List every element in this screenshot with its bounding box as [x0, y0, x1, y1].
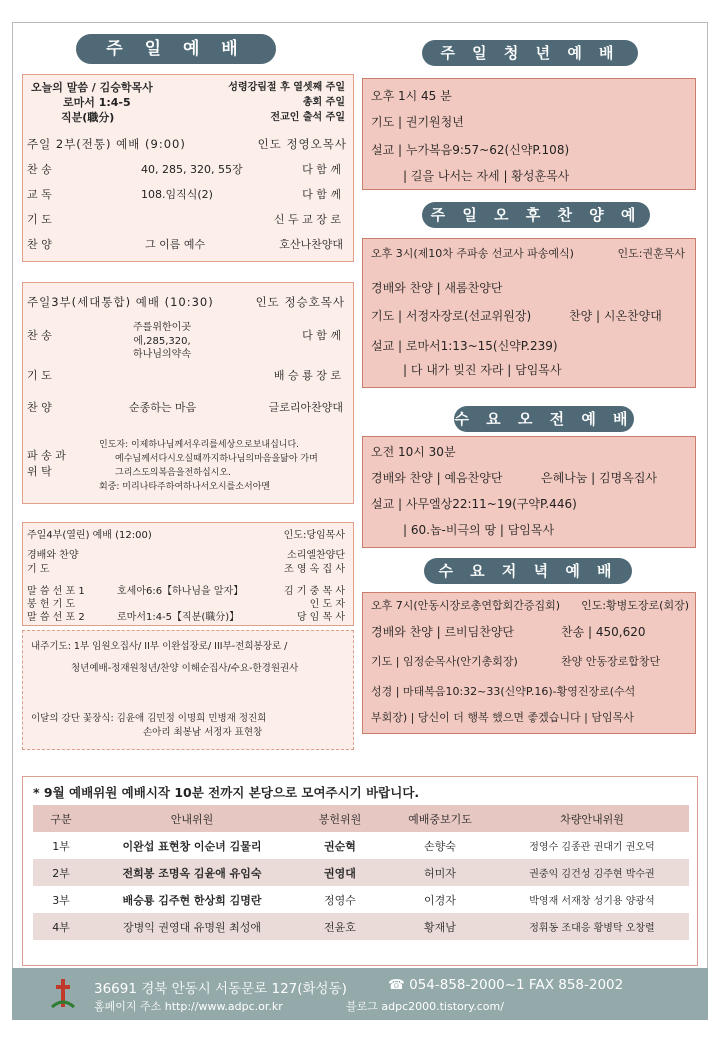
- sermon-line3: 직분(職分): [61, 111, 115, 124]
- table-row: [33, 913, 689, 940]
- wed-evening-box: [362, 592, 696, 734]
- volunteers-panel: [22, 776, 698, 966]
- flower-line: 손아리 최봉남 서정자 표현창: [143, 727, 263, 738]
- wed-evening-leader: 인도:황병도장로(회장): [581, 599, 689, 612]
- service4-leader: 인도:당임목사: [283, 530, 345, 541]
- service4-box: [22, 522, 354, 626]
- youth-sermon2: | 길을 나서는 자세 | 황성훈목사: [403, 169, 570, 183]
- afternoon-choir: 찬양 | 시온찬양대: [569, 309, 662, 323]
- service2-row-label: 찬 양: [27, 238, 52, 251]
- dispatch-label: 파 송 과: [27, 449, 66, 462]
- service2-row-label: 기 도: [27, 213, 52, 226]
- table-row: [33, 832, 689, 859]
- flower-line: 이달의 강단 꽃장식: 김윤애 김민정 이명희 민병재 정진희: [31, 713, 267, 724]
- footer: [12, 968, 708, 1020]
- table-header: 구분: [33, 805, 89, 832]
- table-cell: 박영재 서재창 성기용 양광석: [495, 886, 689, 913]
- sermon-right1: 성령강림절 후 열셋째 주일: [228, 82, 345, 93]
- service4-header: 주일4부(열린) 예배 (12:00): [27, 530, 152, 541]
- table-cell: 정영수: [295, 886, 385, 913]
- table-cell: 3부: [33, 886, 89, 913]
- service2-row-label: 찬 송: [27, 163, 52, 176]
- afternoon-time: 오후 3시(제10차 주파송 선교사 파송예식): [371, 247, 574, 260]
- service4-row-value: 로마서1:4-5【직분(職分)】: [117, 612, 240, 623]
- youth-worship-box: [362, 78, 696, 190]
- service4-row-value: 호세아6:6【하나님을 알자】: [117, 586, 244, 597]
- wed-evening-choir: 찬양 안동장로합창단: [561, 655, 661, 668]
- table-cell: 4부: [33, 913, 89, 940]
- church-logo-icon: [50, 977, 76, 1011]
- volunteers-heading: * 9월 예배위원 예배시작 10분 전까지 본당으로 모여주시기 바랍니다.: [33, 785, 420, 800]
- wed-morning-time: 오전 10시 30분: [371, 445, 456, 459]
- table-cell: 1부: [33, 832, 89, 859]
- wed-evening-title: 수 요 저 녁 예 배: [424, 558, 632, 584]
- table-cell: 2부: [33, 859, 89, 886]
- afternoon-leader: 인도:권훈목사: [617, 247, 685, 260]
- dispatch-label: 위 탁: [27, 465, 52, 478]
- service3-row-value: 순종하는 마음: [129, 401, 197, 414]
- service3-leader: 인도 정승호목사: [255, 295, 345, 309]
- table-cell: 허미자: [385, 859, 495, 886]
- afternoon-sermon2: | 다 내가 빚진 자라 | 담임목사: [403, 363, 562, 377]
- wed-evening-time: 오후 7시(안동시장로총연합회간증집회): [371, 599, 561, 612]
- service4-row-label: 말 씀 선 포 2: [27, 612, 85, 623]
- dispatch-line: 인도자: 이제하나님께서우리를세상으로보내십니다.: [99, 440, 300, 450]
- footer-homepage-link[interactable]: 홈페이지 주소 http://www.adpc.or.kr: [94, 1000, 283, 1013]
- service2-header: 주일 2부(전통) 예배 (9:00): [27, 137, 186, 151]
- table-cell: 이경자: [385, 886, 495, 913]
- wed-evening-sermon2: 부회장) | 당신이 더 행복 했으면 좋겠습니다 | 담임목사: [371, 711, 634, 724]
- service2-box: [22, 74, 354, 262]
- prayer-notes-box: [22, 630, 354, 750]
- wed-morning-box: [362, 436, 696, 548]
- table-cell: 이완섭 표현창 이순녀 김물리: [89, 832, 295, 859]
- service3-row-label: 찬 송: [27, 329, 52, 342]
- wed-evening-prayer: 기도 | 임정순목사(안기총회장): [371, 655, 518, 668]
- service4-row-who: 소리엘찬양단: [287, 550, 345, 561]
- table-cell: 권순혁: [295, 832, 385, 859]
- youth-sermon1: 설교 | 누가복음9:57~62(신약P.108): [371, 143, 570, 157]
- wed-morning-praise2: 은혜나눔 | 김명옥집사: [541, 471, 658, 485]
- youth-prayer: 기도 | 권기원청년: [371, 115, 464, 129]
- service4-row-who: 김 기 중 목 사: [283, 586, 345, 597]
- volunteers-table: [33, 805, 689, 940]
- service4-row-who: 인 도 자: [309, 599, 345, 610]
- table-cell: 장병익 권영대 유명원 최성애: [89, 913, 295, 940]
- service2-row-value: 40, 285, 320, 55장: [141, 163, 243, 176]
- table-cell: 권중익 김건성 김주현 박수권: [495, 859, 689, 886]
- service3-box: [22, 282, 354, 504]
- service4-row-who: 당 임 목 사: [296, 612, 345, 623]
- service2-row-value: 그 이름 예수: [145, 238, 206, 251]
- youth-time: 오후 1시 45 분: [371, 89, 452, 103]
- service3-row-label: 기 도: [27, 369, 52, 382]
- dispatch-line: 그리스도의복음을전하십시오.: [115, 468, 231, 478]
- sermon-right2: 총회 주일: [302, 97, 345, 108]
- service2-row-label: 교 독: [27, 188, 52, 201]
- service4-row-who: 조 영 옥 집 사: [283, 564, 345, 575]
- prayer-line: 내주기도: 1부 임원오집사/ II부 이완섭장로/ III부-전희봉장로 /: [31, 641, 288, 652]
- dispatch-line: 회중: 미리나타주하여하나서오시를소서아멘: [99, 482, 271, 492]
- table-cell: 권영대: [295, 859, 385, 886]
- afternoon-worship-box: [362, 238, 696, 388]
- wed-evening-hymn: 찬송 | 450,620: [561, 625, 646, 639]
- service2-row-who: 다 함 께: [302, 188, 341, 201]
- wed-morning-praise: 경배와 찬양 | 예음찬양단: [371, 471, 503, 485]
- table-cell: 배승룡 김주현 한상희 김명란: [89, 886, 295, 913]
- table-header: 예배중보기도: [385, 805, 495, 832]
- wed-evening-praise: 경배와 찬양 | 르비딤찬양단: [371, 625, 514, 639]
- table-cell: 정영수 김종관 권대기 권오덕: [495, 832, 689, 859]
- table-row: [33, 859, 689, 886]
- service2-row-who: 다 함 께: [302, 163, 341, 176]
- table-cell: 전희봉 조명옥 김윤애 유임숙: [89, 859, 295, 886]
- table-row: [33, 886, 689, 913]
- service2-leader: 인도 정영오목사: [257, 137, 347, 151]
- table-header: 안내위원: [89, 805, 295, 832]
- afternoon-sermon1: 설교 | 로마서1:13~15(신약P.239): [371, 339, 558, 353]
- wed-morning-title: 수 요 오 전 예 배: [454, 406, 634, 432]
- service3-header: 주일3부(세대통합) 예배 (10:30): [27, 295, 214, 309]
- youth-worship-title: 주 일 청 년 예 배: [422, 40, 638, 66]
- wed-morning-sermon2: | 60.놉-비극의 땅 | 담임목사: [403, 523, 555, 537]
- footer-blog-link[interactable]: 블로그 adpc2000.tistory.com/: [346, 1000, 504, 1013]
- wed-evening-sermon1: 성경 | 마태복음10:32~33(신약P.16)-황영진장로(수석: [371, 685, 636, 698]
- service3-row-who: 글로리아찬양대: [268, 401, 343, 414]
- service3-row-label: 찬 양: [27, 401, 52, 414]
- table-header: 봉헌위원: [295, 805, 385, 832]
- afternoon-prayer: 기도 | 서정자장로(선교위원장): [371, 309, 532, 323]
- footer-address: 36691 경북 안동시 서동문로 127(화성동): [94, 981, 347, 997]
- sermon-line1: 오늘의 말씀 / 김승학목사: [31, 81, 153, 94]
- table-header: 차량안내위원: [495, 805, 689, 832]
- wed-morning-sermon1: 설교 | 사무엘상22:11~19(구약P.446): [371, 497, 577, 511]
- afternoon-praise: 경배와 찬양 | 새롬찬양단: [371, 281, 503, 295]
- service2-row-value: 108.임직식(2): [141, 188, 213, 201]
- service4-row-label: 말 씀 선 포 1: [27, 586, 85, 597]
- sermon-line2: 로마서 1:4-5: [63, 96, 131, 109]
- service2-row-who: 호산나찬양대: [279, 238, 343, 251]
- service3-row-who: 배 승 룡 장 로: [273, 369, 341, 382]
- dispatch-line: 예수님께서다시오실때까지하나님의마음을닮아 가며: [115, 454, 318, 464]
- sermon-right3: 전교인 출석 주일: [270, 112, 345, 123]
- table-cell: 정휘동 조대응 황병탁 오창렬: [495, 913, 689, 940]
- table-cell: 황재남: [385, 913, 495, 940]
- table-cell: 손향숙: [385, 832, 495, 859]
- afternoon-worship-title: 주 일 오 후 찬 양 예: [422, 202, 650, 228]
- service4-row-label: 경배와 찬양: [27, 550, 79, 561]
- service2-row-who: 신 두 교 장 로: [273, 213, 341, 226]
- service4-row-label: 봉 헌 기 도: [27, 599, 76, 610]
- table-cell: 전윤호: [295, 913, 385, 940]
- prayer-line: 청년예배-정재원청년/찬양 이해순집사/수요-한경원권사: [71, 663, 299, 674]
- sunday-worship-title: 주 일 예 배: [76, 34, 276, 64]
- service4-row-label: 기 도: [27, 564, 50, 575]
- service3-row-value: 주를위한이곳에,285,320, 하나님의약속: [133, 322, 191, 360]
- service3-row-who: 다 함 께: [302, 329, 341, 342]
- footer-phone: ☎ 054-858-2000~1 FAX 858-2002: [388, 977, 624, 993]
